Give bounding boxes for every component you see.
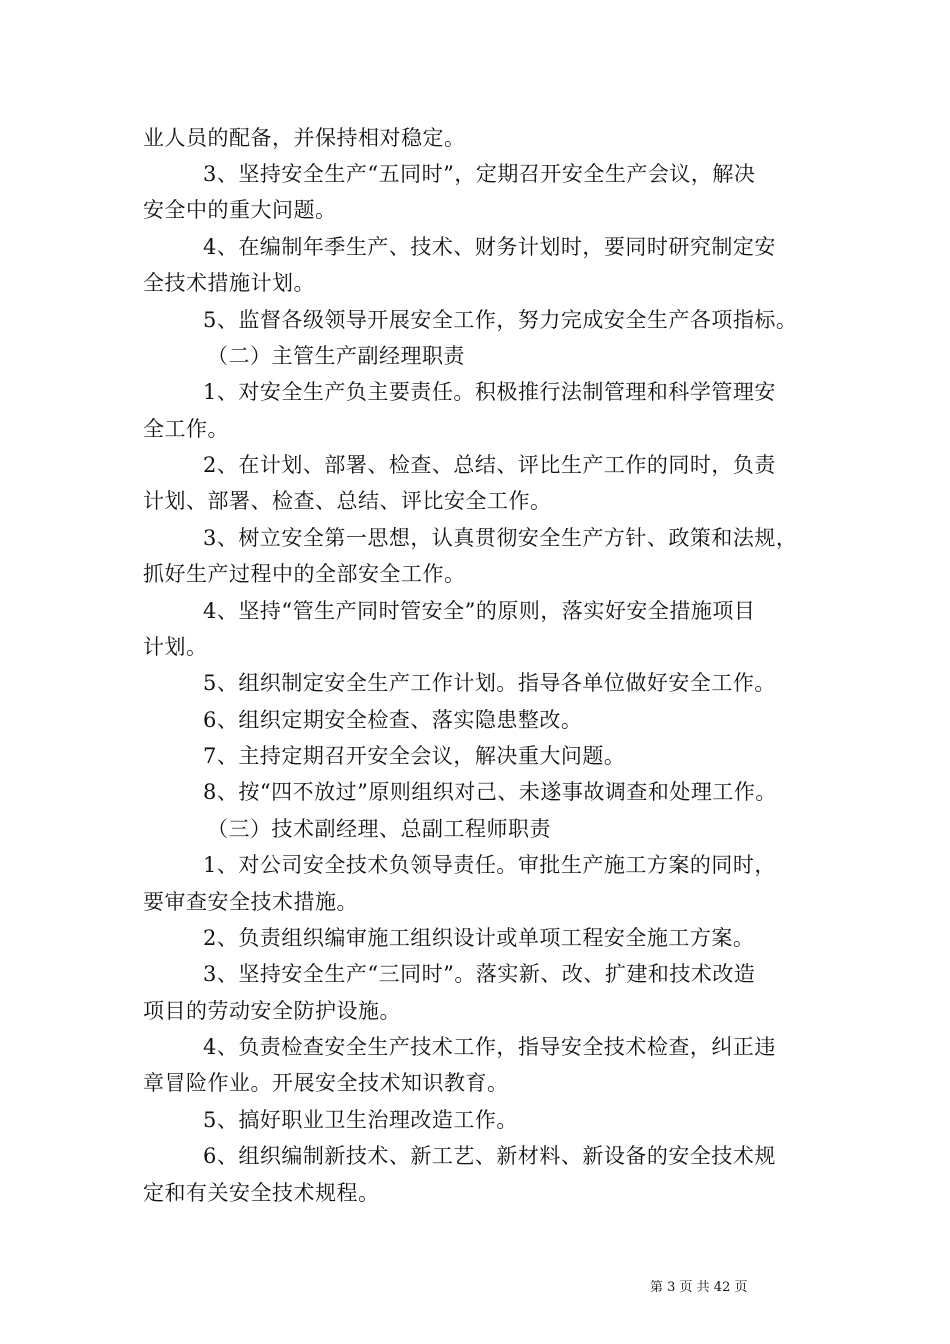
text-line: 计划。 [143,635,208,659]
text-line: 2、在计划、部署、检查、总结、评比生产工作的同时，负责 [203,453,776,477]
text-line: 1、对公司安全技术负领导责任。审批生产施工方案的同时， [203,853,776,877]
text-line: 4、在编制年季生产、技术、财务计划时，要同时研究制定安 [203,235,776,259]
text-line: 4、坚持“管生产同时管安全”的原则，落实好安全措施项目 [203,599,756,623]
text-line: 3、树立安全第一思想，认真贯彻安全生产方针、政策和法规， [203,526,798,550]
text-line: 计划、部署、检查、总结、评比安全工作。 [143,489,552,513]
text-line: 定和有关安全技术规程。 [143,1181,380,1205]
text-line: 6、组织编制新技术、新工艺、新材料、新设备的安全技术规 [203,1144,776,1168]
text-line: 7、主持定期召开安全会议，解决重大问题。 [203,744,626,768]
text-line: 5、组织制定安全生产工作计划。指导各单位做好安全工作。 [203,671,776,695]
section-heading: （三）技术副经理、总副工程师职责 [207,817,551,841]
text-line: 3、坚持安全生产“五同时”，定期召开安全生产会议，解决 [203,162,756,186]
text-line: 业人员的配备，并保持相对稳定。 [143,126,466,150]
text-line: 安全中的重大问题。 [143,198,337,222]
text-line: 章冒险作业。开展安全技术知识教育。 [143,1071,509,1095]
text-line: 3、坚持安全生产“三同时”。落实新、改、扩建和技术改造 [203,962,756,986]
text-line: 8、按“四不放过”原则组织对己、未遂事故调查和处理工作。 [203,780,777,804]
text-line: 项目的劳动安全防护设施。 [143,999,401,1023]
text-line: 抓好生产过程中的全部安全工作。 [143,562,466,586]
text-line: 1、对安全生产负主要责任。积极推行法制管理和科学管理安 [203,380,776,404]
section-heading: （二）主管生产副经理职责 [207,344,465,368]
text-line: 2、负责组织编审施工组织设计或单项工程安全施工方案。 [203,926,755,950]
text-line: 全工作。 [143,417,229,441]
text-line: 要审查安全技术措施。 [143,890,358,914]
text-line: 全技术措施计划。 [143,271,315,295]
page-number: 第 3 页 共 42 页 [650,1280,748,1295]
text-line: 5、监督各级领导开展安全工作，努力完成安全生产各项指标。 [203,308,798,332]
text-line: 5、搞好职业卫生治理改造工作。 [203,1108,518,1132]
text-line: 6、组织定期安全检查、落实隐患整改。 [203,708,583,732]
text-line: 4、负责检查安全生产技术工作，指导安全技术检查，纠正违 [203,1035,776,1059]
